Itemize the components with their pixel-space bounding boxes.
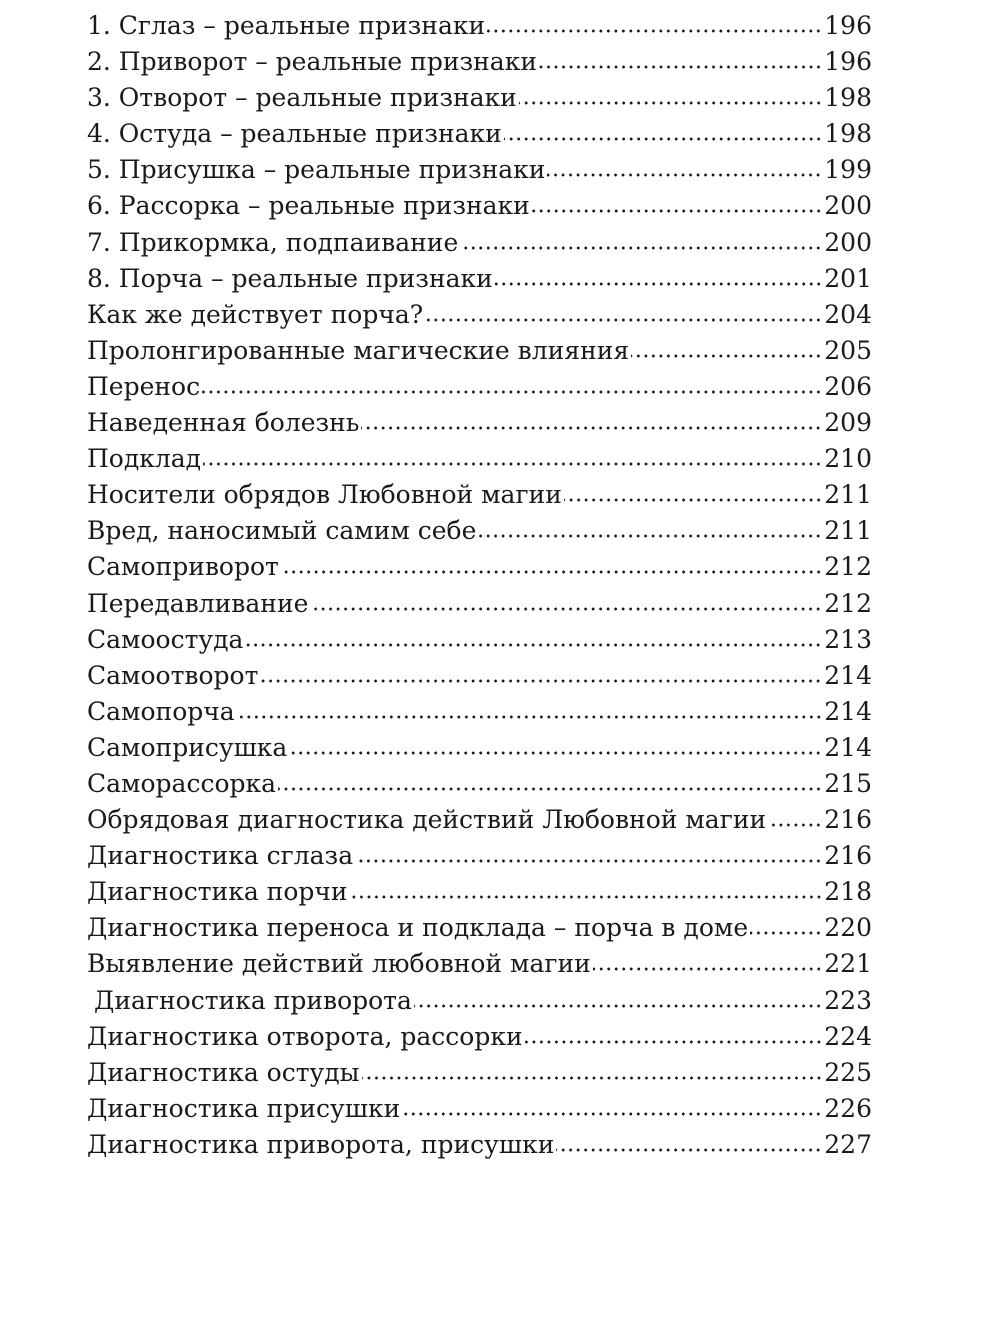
- toc-entry-title: 3. Отворот – реальные признаки: [87, 83, 517, 113]
- toc-entry-page-number: 212: [824, 552, 872, 582]
- toc-entry: [87, 1019, 872, 1055]
- toc-entry-page-number: 205: [824, 335, 872, 365]
- dot-leader: [556, 1148, 822, 1152]
- dot-leader: [350, 895, 823, 899]
- dot-leader: [519, 101, 822, 105]
- toc-entry: [87, 80, 872, 116]
- toc-entry-title: 7. Прикормка, подпаивание: [87, 227, 459, 257]
- toc-entry-title: 4. Остуда – реальные признаки: [87, 119, 502, 149]
- toc-entry-title: Обрядовая диагностика действий Любовной магии: [87, 805, 767, 835]
- dot-leader: [237, 715, 823, 719]
- toc-entry: [87, 44, 872, 80]
- toc-entry-page-number: 226: [824, 1093, 872, 1123]
- dot-leader: [750, 931, 822, 935]
- toc-entry-title: Самопорча: [87, 696, 235, 726]
- dot-leader: [768, 823, 822, 827]
- toc-entry-page-number: 214: [824, 696, 872, 726]
- toc-entry: [87, 658, 872, 694]
- toc-entry-title: Диагностика переноса и подклада – порча в доме: [87, 913, 749, 943]
- dot-leader: [547, 173, 822, 177]
- toc-entry-page-number: 211: [824, 516, 872, 546]
- toc-entry-title: Диагностика сглаза: [87, 841, 354, 871]
- toc-entry: [87, 983, 872, 1019]
- toc-entry: [87, 333, 872, 369]
- toc-entry-title: Самоприворот: [87, 552, 279, 582]
- toc-entry-title: 8. Порча – реальные признаки: [87, 263, 493, 293]
- table-of-contents: [87, 8, 872, 1163]
- dot-leader: [539, 65, 822, 69]
- dot-leader: [532, 209, 822, 213]
- toc-entry: [87, 730, 872, 766]
- toc-entry-page-number: 221: [824, 949, 872, 979]
- toc-entry: [87, 1127, 872, 1163]
- toc-entry-title: Диагностика отворота, рассорки: [87, 1021, 523, 1051]
- toc-entry-title: Диагностика присушки: [87, 1093, 401, 1123]
- dot-leader: [245, 643, 822, 647]
- dot-leader: [355, 859, 822, 863]
- toc-entry: [87, 188, 872, 224]
- toc-entry-page-number: 206: [824, 371, 872, 401]
- toc-entry-title: Самоотворот: [87, 660, 259, 690]
- toc-entry: [87, 116, 872, 152]
- dot-leader: [260, 679, 822, 683]
- toc-entry: [87, 549, 872, 585]
- dot-leader: [414, 1004, 822, 1008]
- toc-entry: [87, 8, 872, 44]
- toc-entry: [87, 622, 872, 658]
- toc-entry-page-number: 218: [824, 877, 872, 907]
- toc-entry: [87, 802, 872, 838]
- toc-entry: [87, 477, 872, 513]
- toc-entry-title: Подклад: [87, 444, 202, 474]
- toc-entry: [87, 441, 872, 477]
- toc-entry-page-number: 220: [824, 913, 872, 943]
- toc-entry-title: Диагностика приворота, присушки: [87, 1129, 555, 1159]
- toc-entry-page-number: 200: [824, 227, 872, 257]
- toc-entry-title: 2. Приворот – реальные признаки: [87, 47, 537, 77]
- toc-entry-page-number: 201: [824, 263, 872, 293]
- dot-leader: [402, 1112, 822, 1116]
- toc-entry-page-number: 196: [824, 47, 872, 77]
- toc-entry: [87, 225, 872, 261]
- toc-entry: [87, 513, 872, 549]
- dot-leader: [361, 426, 822, 430]
- toc-entry-title: Саморассорка: [87, 768, 277, 798]
- toc-entry: [87, 297, 872, 333]
- dot-leader: [504, 137, 822, 141]
- dot-leader: [631, 354, 822, 358]
- toc-entry-page-number: 210: [824, 444, 872, 474]
- toc-entry-title: Передавливание: [87, 588, 309, 618]
- toc-entry-title: Наведенная болезнь: [87, 408, 360, 438]
- toc-entry-page-number: 216: [824, 841, 872, 871]
- toc-entry: [87, 910, 872, 946]
- dot-leader: [495, 282, 822, 286]
- toc-entry: [87, 1055, 872, 1091]
- toc-entry: [87, 405, 872, 441]
- toc-entry-title: Как же действует порча?: [87, 299, 424, 329]
- toc-entry-page-number: 211: [824, 480, 872, 510]
- toc-entry-page-number: 224: [824, 1021, 872, 1051]
- toc-entry-page-number: 200: [824, 191, 872, 221]
- toc-entry: [87, 694, 872, 730]
- toc-entry-title: Выявление действий любовной магии: [87, 949, 591, 979]
- toc-entry-page-number: 214: [824, 732, 872, 762]
- dot-leader: [278, 787, 822, 791]
- toc-entry-title: Вред, наносимый самим себе: [87, 516, 477, 546]
- toc-entry-page-number: 225: [824, 1057, 872, 1087]
- toc-entry-page-number: 198: [824, 83, 872, 113]
- dot-leader: [310, 607, 822, 611]
- dot-leader: [478, 534, 822, 538]
- toc-entry-title: Пролонгированные магические влияния: [87, 335, 630, 365]
- toc-entry-page-number: 216: [824, 805, 872, 835]
- toc-entry-title: Диагностика порчи: [87, 877, 348, 907]
- dot-leader: [525, 1040, 823, 1044]
- toc-entry-page-number: 213: [824, 624, 872, 654]
- toc-entry-page-number: 199: [824, 155, 872, 185]
- toc-entry-title: Самоостуда: [87, 624, 244, 654]
- toc-entry: [87, 586, 872, 622]
- toc-entry: [87, 261, 872, 297]
- toc-entry-page-number: 209: [824, 408, 872, 438]
- toc-entry: [87, 766, 872, 802]
- dot-leader: [289, 751, 822, 755]
- dot-leader: [487, 29, 822, 33]
- toc-entry: [87, 874, 872, 910]
- dot-leader: [362, 1076, 823, 1080]
- toc-entry-title: 1. Сглаз – реальные признаки: [87, 11, 486, 40]
- toc-entry: [87, 946, 872, 982]
- toc-entry: [87, 369, 872, 405]
- toc-entry-title: 5. Присушка – реальные признаки: [87, 155, 546, 185]
- toc-entry-page-number: 198: [824, 119, 872, 149]
- toc-entry: [87, 838, 872, 874]
- dot-leader: [203, 462, 822, 466]
- toc-entry-title: Диагностика приворота: [94, 985, 412, 1015]
- dot-leader: [281, 570, 822, 574]
- dot-leader: [425, 318, 822, 322]
- dot-leader: [564, 498, 822, 502]
- toc-entry-title: Перенос: [87, 371, 201, 401]
- dot-leader: [202, 390, 822, 394]
- toc-entry: [87, 152, 872, 188]
- toc-entry-page-number: 214: [824, 660, 872, 690]
- toc-entry-title: Носители обрядов Любовной магии: [87, 480, 562, 510]
- toc-entry-page-number: 227: [824, 1129, 872, 1159]
- toc-entry: [87, 1091, 872, 1127]
- toc-entry-title: Диагностика остуды: [87, 1057, 360, 1087]
- toc-entry-page-number: 223: [824, 985, 872, 1015]
- toc-entry-page-number: 196: [824, 11, 872, 40]
- toc-entry-page-number: 204: [824, 299, 872, 329]
- dot-leader: [460, 246, 822, 250]
- toc-entry-page-number: 215: [824, 768, 872, 798]
- toc-entry-title: Самоприсушка: [87, 732, 288, 762]
- toc-entry-page-number: 212: [824, 588, 872, 618]
- toc-entry-title: 6. Рассорка – реальные признаки: [87, 191, 530, 221]
- dot-leader: [593, 967, 822, 971]
